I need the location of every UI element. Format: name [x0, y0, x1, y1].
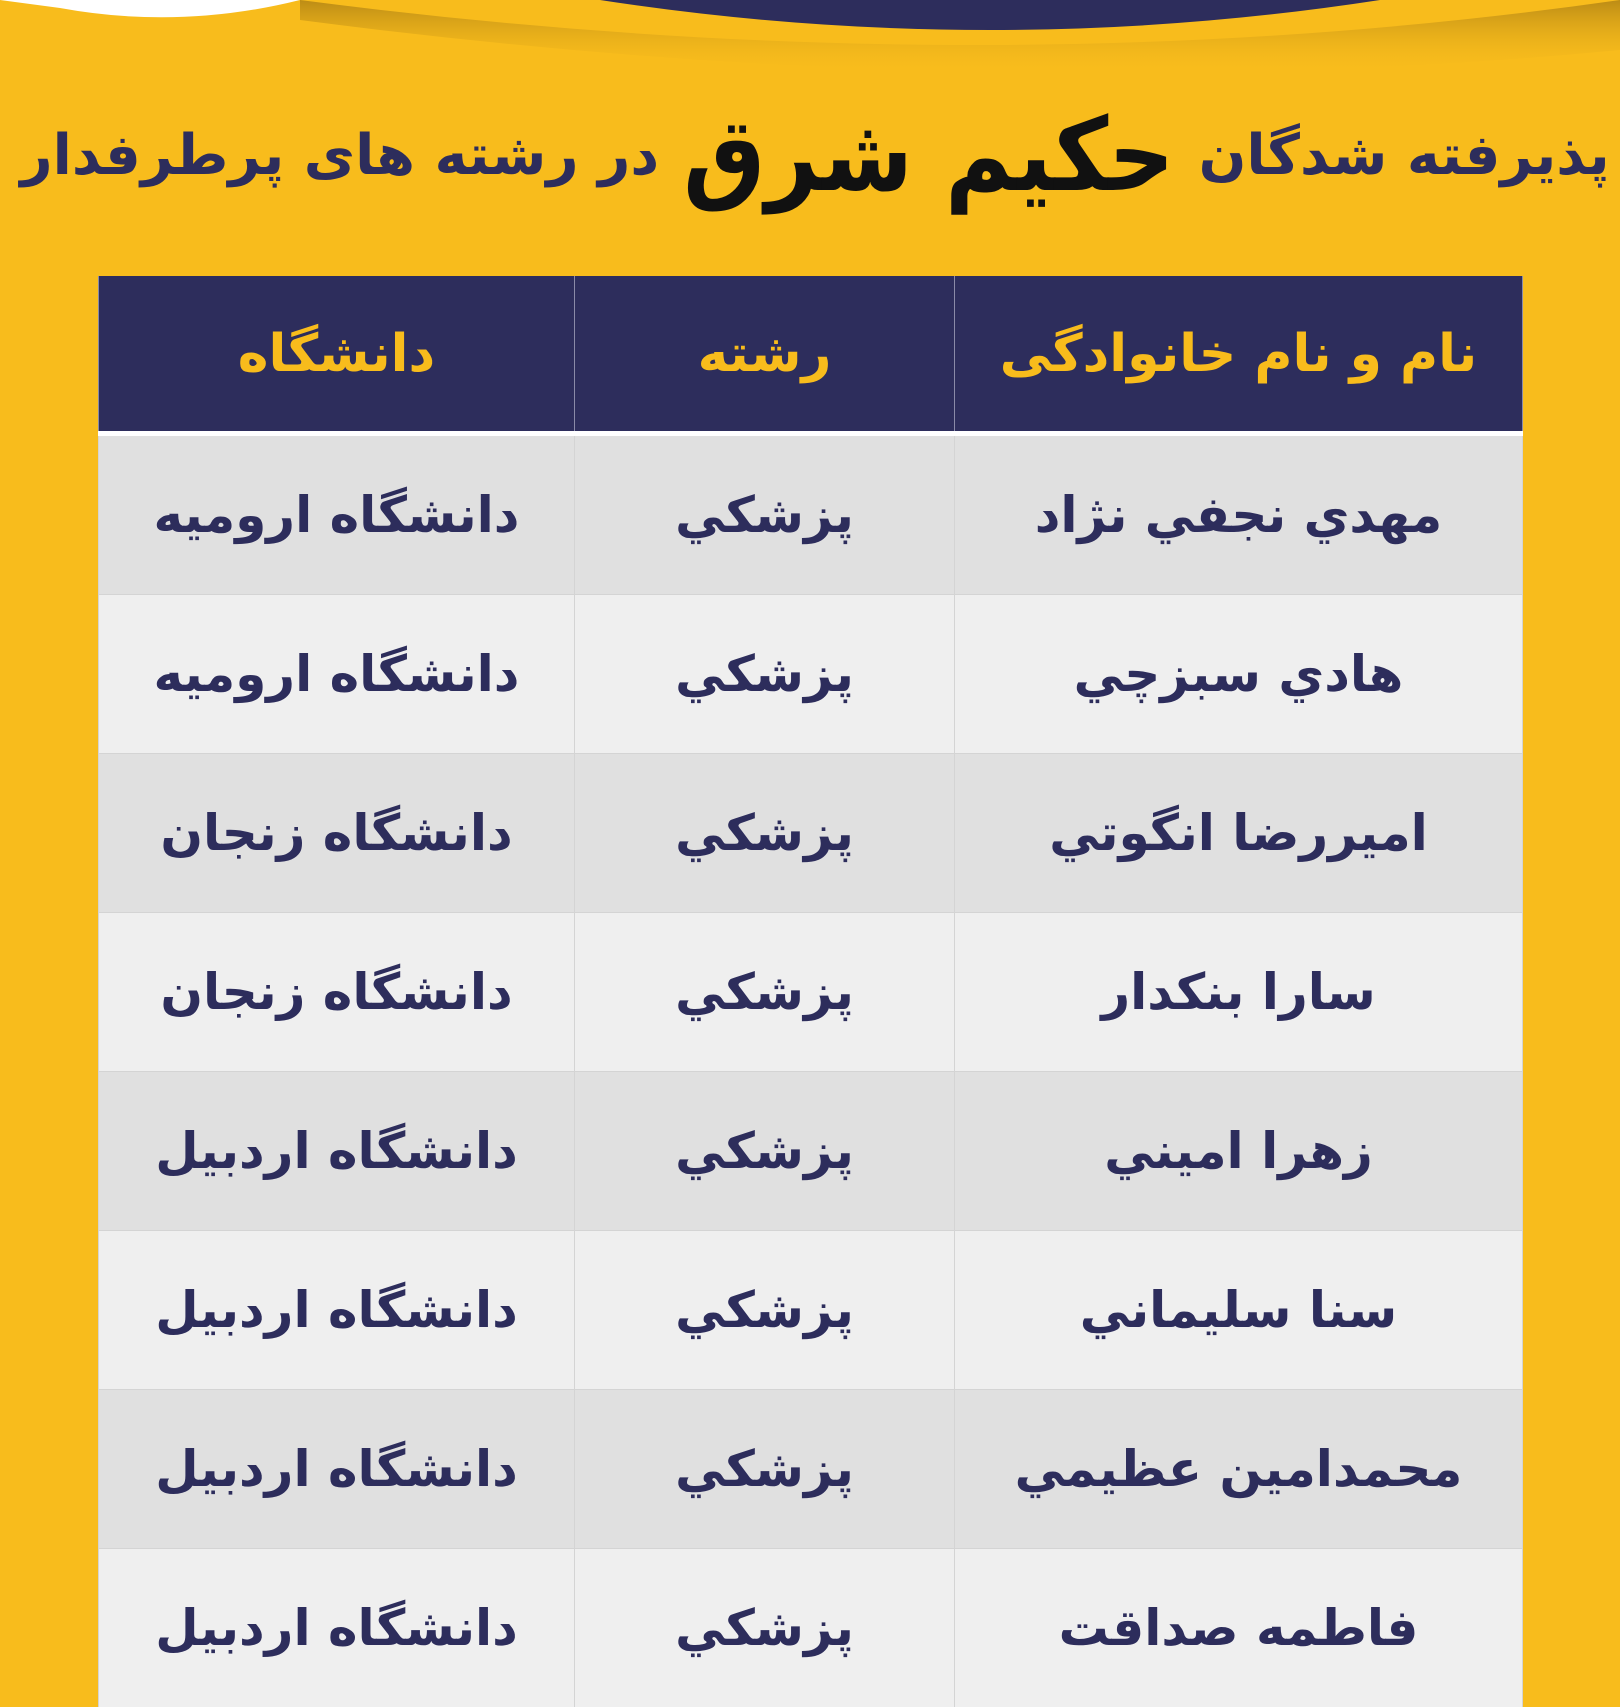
- cell-university: دانشگاه اردبيل: [99, 1231, 575, 1390]
- top-navy-wave: [600, 0, 1380, 30]
- column-header-name: نام و نام خانوادگی: [955, 276, 1523, 434]
- cell-major: پزشكي: [575, 1549, 955, 1707]
- table-row: [99, 913, 1523, 1072]
- admitted-table: [98, 276, 1523, 1707]
- cell-name: سنا سليماني: [955, 1231, 1523, 1390]
- table-row: [99, 1549, 1523, 1707]
- table-header-row: [99, 276, 1523, 434]
- table-row: [99, 595, 1523, 754]
- table-row: [99, 434, 1523, 595]
- cell-name: فاطمه صداقت: [955, 1549, 1523, 1707]
- cell-university: دانشگاه اردبيل: [99, 1072, 575, 1231]
- cell-major: پزشكي: [575, 1072, 955, 1231]
- title-part-2: در رشته های پرطرفدار: [20, 123, 659, 188]
- admitted-table-container: [98, 276, 1522, 1620]
- cell-major: پزشكي: [575, 1231, 955, 1390]
- column-header-university: دانشگاه: [99, 276, 575, 434]
- cell-major: پزشكي: [575, 434, 955, 595]
- cell-major: پزشكي: [575, 1390, 955, 1549]
- title-part-1: پذیرفته شدگان: [1199, 123, 1610, 188]
- top-decoration: [0, 0, 1620, 80]
- cell-name: هادي سبزچي: [955, 595, 1523, 754]
- table-row: [99, 1231, 1523, 1390]
- cell-university: دانشگاه زنجان: [99, 754, 575, 913]
- brand-logo-text: حکیم شرق: [683, 96, 1175, 214]
- cell-major: پزشكي: [575, 595, 955, 754]
- cell-university: دانشگاه اردبيل: [99, 1549, 575, 1707]
- table-row: [99, 1390, 1523, 1549]
- table-row: [99, 754, 1523, 913]
- cell-university: دانشگاه اروميه: [99, 595, 575, 754]
- cell-name: سارا بنكدار: [955, 913, 1523, 1072]
- table-row: [99, 1072, 1523, 1231]
- column-header-major: رشته: [575, 276, 955, 434]
- cell-university: دانشگاه اردبيل: [99, 1390, 575, 1549]
- cell-name: اميررضا انگوتي: [955, 754, 1523, 913]
- top-white-wave: [0, 0, 300, 17]
- brand-logo: [683, 90, 1175, 220]
- cell-major: پزشكي: [575, 913, 955, 1072]
- cell-name: زهرا اميني: [955, 1072, 1523, 1231]
- cell-name: مهدي نجفي نژاد: [955, 434, 1523, 595]
- cell-major: پزشكي: [575, 754, 955, 913]
- cell-university: دانشگاه زنجان: [99, 913, 575, 1072]
- page-header: [90, 90, 1540, 220]
- cell-university: دانشگاه اروميه: [99, 434, 575, 595]
- cell-name: محمدامين عظيمي: [955, 1390, 1523, 1549]
